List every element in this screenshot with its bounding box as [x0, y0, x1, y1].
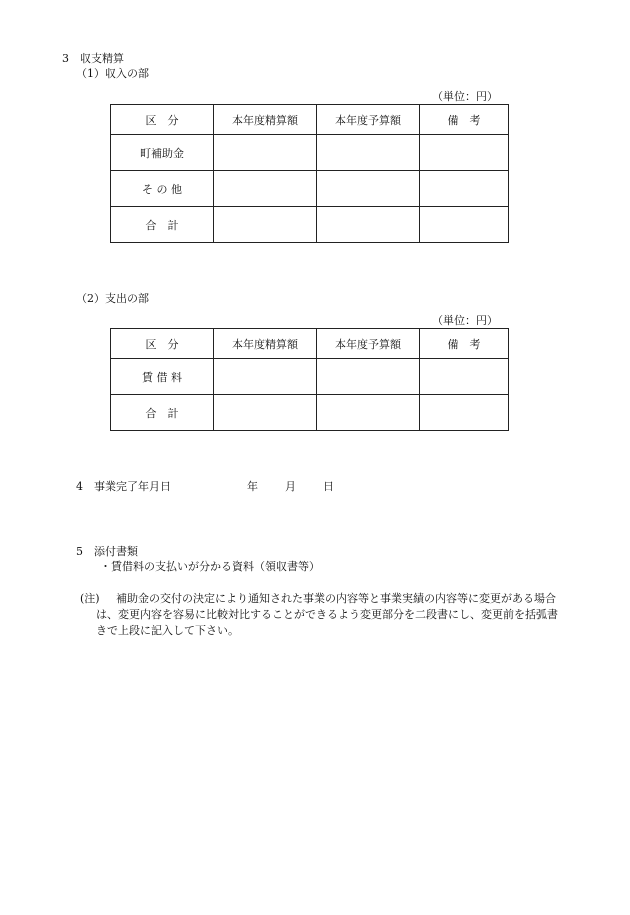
expense-settled-cell[interactable]: [214, 359, 317, 395]
income-row-total: [111, 207, 509, 243]
expense-row-total: [111, 395, 509, 431]
expense-remarks-cell[interactable]: [420, 395, 509, 431]
note-label: (注): [80, 592, 100, 605]
income-budget-cell[interactable]: [317, 135, 420, 171]
income-subtitle: （1）収入の部: [76, 67, 149, 80]
income-header-row: [111, 105, 509, 135]
income-remarks-cell[interactable]: [420, 171, 509, 207]
section-4-title: 4 事業完了年月日: [76, 480, 171, 493]
expense-header-remarks: 備 考: [420, 329, 509, 359]
expense-header-category: 区 分: [111, 329, 214, 359]
expense-budget-cell[interactable]: [317, 395, 420, 431]
expense-settled-cell[interactable]: [214, 395, 317, 431]
income-row-other: [111, 171, 509, 207]
income-header-remarks: 備 考: [420, 105, 509, 135]
income-settled-cell[interactable]: [214, 135, 317, 171]
income-header-category: 区 分: [111, 105, 214, 135]
completion-month-label: 月: [285, 480, 296, 493]
note-line-3: きで上段に記入して下さい。: [96, 624, 239, 637]
expense-table: [110, 328, 509, 431]
expense-row-label: 賃 借 料: [111, 359, 214, 395]
note-line-2: は、変更内容を容易に比較対比することができるよう変更部分を二段書にし、変更前を括弧書: [96, 608, 558, 621]
income-table: [110, 104, 509, 243]
expense-header-row: [111, 329, 509, 359]
income-row-label: そ の 他: [111, 171, 214, 207]
completion-year-label: 年: [247, 480, 258, 493]
income-remarks-cell[interactable]: [420, 207, 509, 243]
completion-day-label: 日: [323, 480, 334, 493]
income-budget-cell[interactable]: [317, 207, 420, 243]
expense-header-budget: 本年度予算額: [317, 329, 420, 359]
income-row-label: 合 計: [111, 207, 214, 243]
section-3-title: 3 収支精算: [62, 52, 124, 65]
note-line-1: 補助金の交付の決定により通知された事業の内容等と事業実績の内容等に変更がある場合: [116, 592, 556, 605]
income-unit-label: （単位：円）: [432, 90, 498, 103]
income-settled-cell[interactable]: [214, 171, 317, 207]
income-header-budget: 本年度予算額: [317, 105, 420, 135]
section-5-title: 5 添付書類: [76, 545, 138, 558]
income-row-label: 町補助金: [111, 135, 214, 171]
expense-unit-label: （単位：円）: [432, 314, 498, 327]
expense-remarks-cell[interactable]: [420, 359, 509, 395]
attachment-item: ・賃借料の支払いが分かる資料（領収書等）: [100, 560, 320, 573]
expense-header-settled: 本年度精算額: [214, 329, 317, 359]
expense-row-rent: [111, 359, 509, 395]
expense-subtitle: （2）支出の部: [76, 292, 149, 305]
expense-budget-cell[interactable]: [317, 359, 420, 395]
income-row-subsidy: [111, 135, 509, 171]
expense-row-label: 合 計: [111, 395, 214, 431]
income-settled-cell[interactable]: [214, 207, 317, 243]
income-remarks-cell[interactable]: [420, 135, 509, 171]
income-header-settled: 本年度精算額: [214, 105, 317, 135]
income-budget-cell[interactable]: [317, 171, 420, 207]
